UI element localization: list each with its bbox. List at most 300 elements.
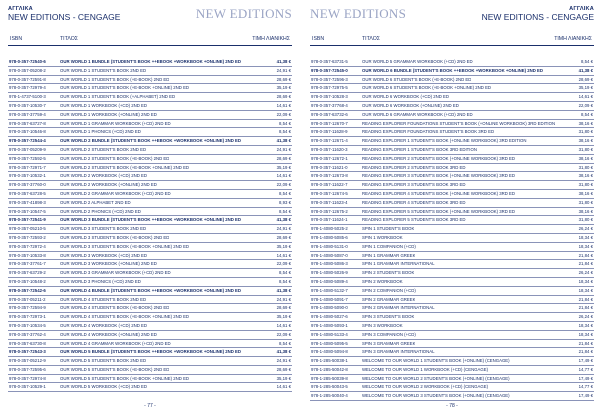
row-price: 14,77 € — [578, 366, 593, 372]
table-row — [8, 278, 292, 287]
row-title: OUR WORLD 6 GRAMMAR WORKBOOK (+CD) 2ND ED — [362, 111, 473, 117]
row-price: 8,54 € — [279, 208, 291, 214]
table-row — [8, 84, 292, 93]
row-isbn: 978-0-357-10532-1 — [9, 173, 46, 179]
row-title: OUR WORLD 1 GRAMMAR WORKBOOK (+CD) 2ND ED — [60, 120, 171, 126]
table-row — [8, 269, 292, 278]
row-price: 8,54 € — [279, 120, 291, 126]
table-row — [310, 120, 594, 129]
row-isbn: 978-0-357-63732-6 — [311, 111, 348, 117]
table-row — [310, 225, 594, 234]
row-price: 28,69 € — [276, 305, 291, 311]
row-title: OUR WORLD 2 WORKBOOK (+CD) 2ND ED — [60, 173, 148, 179]
row-title: SPIN 3 STUDENT'S BOOK — [362, 314, 415, 320]
table-row — [8, 243, 292, 252]
table-row — [310, 392, 594, 401]
row-isbn: 978-0-357-05208-2 — [9, 67, 46, 73]
row-title: SPIN 2 COMPANION (+CD) — [362, 287, 416, 293]
table-row — [8, 164, 292, 173]
row-title: OUR WORLD 5 STUDENT'S BOOK 2ND ED — [60, 358, 147, 364]
row-isbn: 978-1-4080-5086-3 — [311, 261, 348, 267]
row-isbn: 978-1-4080-5133-4 — [311, 331, 348, 337]
table-row — [310, 340, 594, 349]
table-row — [310, 287, 594, 296]
row-isbn: 978-1-4080-5091-7 — [311, 296, 348, 302]
table-row — [8, 137, 292, 146]
table-row — [310, 357, 594, 366]
row-title: OUR WORLD 5 STUDENT'S BOOK (+E-BOOK +ONLINE) 2ND ED — [60, 375, 190, 381]
table-row — [310, 216, 594, 225]
brand-label: ΑΓΓΛΙΚΑ — [569, 6, 594, 12]
row-title: OUR WORLD 1 STUDENT'S BOOK (+E-BOOK) 2ND ED — [60, 76, 170, 82]
row-isbn: 978-0-357-72593-2 — [9, 234, 46, 240]
table-row — [8, 366, 292, 375]
row-price: 28,69 € — [578, 76, 593, 82]
table-row — [8, 199, 292, 208]
row-isbn: 978-0-357-10548-2 — [9, 278, 46, 284]
table-row — [310, 269, 594, 278]
row-isbn: 978-1-4080-5095-5 — [311, 340, 348, 346]
row-isbn: 978-0-357-72541-9 — [9, 217, 46, 223]
row-isbn: 978-0-357-72542-6 — [9, 287, 46, 293]
row-price: 35,19 € — [276, 243, 291, 249]
table-row — [310, 348, 594, 357]
row-price: 35,19 € — [276, 85, 291, 91]
column-title: ΤΙΤΛΟΣ — [60, 36, 78, 42]
row-isbn: 978-0-357-37762-4 — [9, 331, 46, 337]
row-price: 26,24 € — [578, 314, 593, 320]
row-isbn: 978-0-357-10546-8 — [9, 129, 46, 135]
row-price: 18,34 € — [578, 322, 593, 328]
row-isbn: 978-1-285-50043-5 — [311, 384, 348, 390]
row-isbn: 978-0-357-63731-5 — [311, 59, 348, 64]
row-title: OUR WORLD 3 BUNDLE (STUDENT'S BOOK ++EBOOK +WORKBOOK +ONLINE) 2ND ED — [60, 217, 242, 223]
table-row — [8, 322, 292, 331]
row-title: SPIN 2 STUDENT'S BOOK — [362, 270, 415, 276]
row-isbn: 978-1-4080-5085-6 — [311, 234, 348, 240]
row-title: SPIN 1 WORKBOOK — [362, 234, 403, 240]
row-title: WELCOME TO OUR WORLD 1 WORKBOOK (+CD) (CENGAGE) — [362, 366, 489, 372]
row-price: 17,49 € — [578, 375, 593, 381]
row-price: 22,09 € — [276, 261, 291, 267]
table-row — [310, 375, 594, 384]
row-isbn: 978-1-4080-5131-0 — [311, 243, 348, 249]
row-title: SPIN 3 GRAMMAR INTERNATIONAL — [362, 349, 435, 355]
row-title: OUR WORLD 4 WORKBOOK (+CD) 2ND ED — [60, 322, 148, 328]
table-row — [8, 76, 292, 85]
row-title: OUR WORLD 2 GRAMMAR WORKBOOK (+CD) 2ND ED — [60, 190, 171, 196]
row-price: 24,91 € — [276, 358, 291, 364]
row-isbn: 978-0-357-37768-4 — [311, 102, 348, 108]
table-row — [310, 181, 594, 190]
table-row — [8, 225, 292, 234]
row-isbn: 978-0-357-12670-7 — [311, 120, 348, 126]
table-row — [310, 331, 594, 340]
table-row — [8, 252, 292, 261]
row-isbn: 978-1-4080-5094-8 — [311, 349, 348, 355]
table-row — [310, 93, 594, 102]
row-title: READING EXPLORER 4 STUDENT'S BOOK (+ONLINE WORKBOOK) 3RD ED — [362, 190, 516, 196]
table-row — [8, 313, 292, 322]
row-price: 31,80 € — [578, 199, 593, 205]
table-row — [8, 67, 292, 76]
row-isbn: 978-1-4080-5025-2 — [311, 226, 348, 232]
row-price: 22,09 € — [276, 182, 291, 188]
row-isbn: 978-0-357-72979-4 — [9, 85, 46, 91]
table-row — [8, 340, 292, 349]
row-price: 26,24 € — [578, 226, 593, 232]
table-row — [8, 102, 292, 111]
row-isbn: 978-1-285-50042-8 — [311, 366, 348, 372]
row-isbn: 978-1-4737-5100-3 — [9, 94, 46, 100]
table-row — [8, 287, 292, 296]
row-price: 18,34 € — [578, 234, 593, 240]
row-title: WELCOME TO OUR WORLD 2 STUDENT'S BOOK (+ONLINE) (CENGAGE) — [362, 375, 510, 381]
row-price: 35,19 € — [276, 375, 291, 381]
table-row — [310, 128, 594, 137]
row-isbn: 978-0-357-37759-4 — [9, 111, 46, 117]
row-price: 17,49 € — [578, 393, 593, 399]
row-isbn: 978-0-357-10530-7 — [9, 102, 46, 108]
row-title: OUR WORLD 1 BUNDLE (STUDENT'S BOOK ++EBOOK +WORKBOOK +ONLINE) 2ND ED — [60, 59, 242, 64]
table-row — [8, 383, 292, 392]
table-row — [310, 111, 594, 120]
row-title: READING EXPLORER 2 STUDENT'S BOOK 3RD ED — [362, 164, 466, 170]
table-row — [8, 357, 292, 366]
row-price: 41,38 € — [276, 349, 291, 355]
row-title: OUR WORLD 2 STUDENT'S BOOK 2ND ED — [60, 146, 147, 152]
row-isbn: 978-0-357-72971-7 — [9, 164, 46, 170]
row-title: READING EXPLORER 3 STUDENT'S BOOK (+ONLINE WORKBOOK) 3RD ED — [362, 173, 516, 179]
row-isbn: 978-0-357-12672-1 — [311, 155, 348, 161]
row-title: OUR WORLD 4 BUNDLE (STUDENT'S BOOK ++EBOOK +WORKBOOK +ONLINE) 2ND ED — [60, 287, 242, 293]
table-row — [8, 190, 292, 199]
row-isbn: 978-1-4080-5027-6 — [311, 314, 348, 320]
row-title: OUR WORLD 1 STUDENT'S BOOK 2ND ED — [60, 67, 147, 73]
row-title: READING EXPLORER 5 STUDENT'S BOOK 3RD ED — [362, 217, 466, 223]
row-isbn: 978-0-357-10534-5 — [9, 322, 46, 328]
row-title: READING EXPLORER 1 STUDENT'S BOOK (+ONLINE WORKBOOK) 3RD EDITION — [362, 138, 527, 144]
table-row — [310, 208, 594, 217]
column-header — [8, 34, 292, 46]
row-title: READING EXPLORER 4 STUDENT'S BOOK 3RD ED — [362, 199, 466, 205]
table-row — [310, 252, 594, 261]
row-title: OUR WORLD 2 PHONICS (+CD) 2ND ED — [60, 208, 141, 214]
row-isbn: 978-0-357-63727-8 — [9, 120, 46, 126]
row-price: 31,80 € — [578, 164, 593, 170]
row-price: 14,61 € — [578, 94, 593, 100]
row-title: OUR WORLD 4 GRAMMAR WORKBOOK (+CD) 2ND ED — [60, 340, 171, 346]
table-row — [310, 67, 594, 76]
row-title: READING EXPLORER 1 STUDENT'S BOOK 3RD EDITION — [362, 146, 477, 152]
row-isbn: 978-0-357-72594-9 — [9, 305, 46, 311]
table-row — [310, 278, 594, 287]
row-isbn: 978-0-357-63730-8 — [9, 340, 46, 346]
row-title: SPIN 2 GRAMMAR INTERNATIONAL — [362, 305, 435, 311]
row-title: OUR WORLD 6 STUDENT'S BOOK (+E-BOOK) 2ND ED — [362, 76, 472, 82]
row-price: 21,84 € — [578, 349, 593, 355]
row-price: 24,91 € — [276, 296, 291, 302]
row-isbn: 978-0-357-37760-0 — [9, 182, 46, 188]
table-row — [8, 260, 292, 269]
row-price: 21,84 € — [578, 305, 593, 311]
row-price: 14,61 € — [276, 102, 291, 108]
row-price: 38,16 € — [578, 173, 593, 179]
row-price: 41,38 € — [276, 138, 291, 144]
page-title: NEW EDITIONS — [310, 6, 407, 21]
row-price: 8,54 € — [581, 111, 593, 117]
row-price: 22,09 € — [276, 331, 291, 337]
row-title: WELCOME TO OUR WORLD 2 WORKBOOK (+CD) (CENGAGE) — [362, 384, 489, 390]
row-price: 31,80 € — [578, 217, 593, 223]
row-isbn: 978-0-357-11624-1 — [311, 217, 348, 223]
row-price: 41,38 € — [578, 67, 593, 73]
row-title: OUR WORLD 3 GRAMMAR WORKBOOK (+CD) 2ND ED — [60, 270, 171, 276]
row-title: OUR WORLD 4 STUDENT'S BOOK (+E-BOOK) 2ND ED — [60, 305, 170, 311]
table-row — [310, 313, 594, 322]
row-title: OUR WORLD 5 STUDENT'S BOOK (+E-BOOK) 2ND ED — [60, 366, 170, 372]
row-price: 28,69 € — [276, 94, 291, 100]
price-list — [310, 58, 594, 401]
row-isbn: 978-0-357-72596-3 — [311, 76, 348, 82]
row-isbn: 978-1-4080-5089-4 — [311, 278, 348, 284]
row-title: OUR WORLD 3 PHONICS (+CD) 2ND ED — [60, 278, 141, 284]
table-row — [310, 155, 594, 164]
row-isbn: 978-0-357-10547-5 — [9, 208, 46, 214]
row-isbn: 978-0-357-12674-5 — [311, 190, 348, 196]
row-price: 26,24 € — [578, 270, 593, 276]
table-row — [8, 146, 292, 155]
row-title: READING EXPLORER FOUNDATIONS STUDENT'S BOOK 3RD ED — [362, 129, 495, 135]
row-isbn: 978-0-357-05211-2 — [9, 296, 46, 302]
table-row — [310, 172, 594, 181]
row-title: WELCOME TO OUR WORLD 3 STUDENT'S BOOK (+ONLINE) (CENGAGE) — [362, 393, 510, 399]
row-title: OUR WORLD 6 WORKBOOK (+ONLINE) 2ND ED — [362, 102, 459, 108]
row-title: SPIN 3 GRAMMAR GREEK — [362, 340, 416, 346]
row-title: SPIN 1 GRAMMAR GREEK — [362, 252, 416, 258]
table-row — [310, 199, 594, 208]
row-isbn: 978-1-285-50039-8 — [311, 375, 348, 381]
row-price: 18,34 € — [578, 331, 593, 337]
row-isbn: 978-0-357-72974-8 — [9, 375, 46, 381]
column-price: ΤΙΜΗ ΛΙΑΝΙΚΗΣ — [252, 36, 290, 42]
row-title: SPIN 1 GRAMMAR INTERNATIONAL — [362, 261, 435, 267]
row-isbn: 978-0-357-05209-9 — [9, 146, 46, 152]
row-price: 35,19 € — [578, 85, 593, 91]
table-row — [8, 216, 292, 225]
table-row — [8, 128, 292, 137]
row-title: OUR WORLD 1 WORKBOOK (+CD) 2ND ED — [60, 102, 148, 108]
section-subtitle: NEW EDITIONS - CENGAGE — [481, 12, 594, 22]
row-title: OUR WORLD 2 ALPHABET 2ND ED — [60, 199, 131, 205]
row-price: 8,54 € — [279, 278, 291, 284]
table-row — [8, 58, 292, 67]
row-price: 41,38 € — [276, 217, 291, 223]
row-title: OUR WORLD 1 STUDENT'S BOOK (+ALPHABET) 2ND ED — [60, 94, 176, 100]
row-price: 21,84 € — [578, 296, 593, 302]
row-price: 8,54 € — [279, 270, 291, 276]
column-price: ΤΙΜΗ ΛΙΑΝΙΚΗΣ — [554, 36, 592, 42]
table-row — [8, 375, 292, 384]
table-row — [310, 190, 594, 199]
table-row — [310, 260, 594, 269]
row-title: OUR WORLD 5 WORKBOOK (+CD) 2ND ED — [60, 384, 148, 390]
row-price: 38,16 € — [578, 120, 593, 126]
row-price: 38,16 € — [578, 190, 593, 196]
row-isbn: 978-0-357-63728-5 — [9, 190, 46, 196]
row-isbn: 978-1-4080-5090-0 — [311, 305, 348, 311]
row-price: 8,54 € — [581, 59, 593, 64]
row-title: SPIN 3 WORKBOOK — [362, 322, 403, 328]
row-isbn: 978-0-357-05212-9 — [9, 358, 46, 364]
row-title: OUR WORLD 2 STUDENT'S BOOK (+E-BOOK) 2ND ED — [60, 155, 170, 161]
row-isbn: 978-0-357-72544-4 — [9, 138, 46, 144]
row-isbn: 978-0-357-10528-3 — [311, 94, 348, 100]
page-title: NEW EDITIONS — [195, 6, 292, 21]
row-isbn: 978-0-357-05210-5 — [9, 226, 46, 232]
row-title: OUR WORLD 1 PHONICS (+CD) 2ND ED — [60, 129, 141, 135]
table-row — [8, 296, 292, 305]
row-isbn: 978-0-357-10529-1 — [9, 384, 46, 390]
row-price: 18,34 € — [578, 287, 593, 293]
row-isbn: 978-0-357-12673-8 — [311, 173, 348, 179]
table-row — [8, 304, 292, 313]
table-row — [8, 172, 292, 181]
table-row — [310, 164, 594, 173]
left-page — [8, 0, 292, 414]
row-price: 8,54 € — [279, 129, 291, 135]
row-isbn: 978-0-357-72545-0 — [311, 67, 348, 73]
table-row — [310, 146, 594, 155]
row-price: 24,91 € — [276, 146, 291, 152]
row-title: OUR WORLD 5 GRAMMAR WORKBOOK (+CD) 2ND ED — [362, 59, 473, 64]
row-title: OUR WORLD 6 STUDENT'S BOOK (+E-BOOK +ONLINE) 2ND ED — [362, 85, 492, 91]
row-isbn: 978-0-357-72543-3 — [9, 349, 46, 355]
row-title: OUR WORLD 4 STUDENT'S BOOK 2ND ED — [60, 296, 147, 302]
row-title: OUR WORLD 1 WORKBOOK (+ONLINE) 2ND ED — [60, 111, 157, 117]
column-isbn: ISBN — [10, 36, 23, 42]
row-price: 35,19 € — [276, 164, 291, 170]
row-isbn: 978-0-357-41898-3 — [9, 199, 46, 205]
table-row — [310, 322, 594, 331]
row-isbn: 978-0-357-37761-7 — [9, 261, 46, 267]
row-price: 14,77 € — [578, 384, 593, 390]
row-title: OUR WORLD 4 STUDENT'S BOOK (+E-BOOK +ONLINE) 2ND ED — [60, 314, 190, 320]
row-title: OUR WORLD 4 WORKBOOK (+ONLINE) 2ND ED — [60, 331, 157, 337]
table-row — [8, 234, 292, 243]
column-isbn: ISBN — [312, 36, 325, 42]
row-title: SPIN 3 COMPANION (+CD) — [362, 331, 416, 337]
row-isbn: 978-0-357-72592-5 — [9, 155, 46, 161]
right-page — [310, 0, 594, 414]
row-title: SPIN 2 WORKBOOK — [362, 278, 403, 284]
row-title: OUR WORLD 1 STUDENT'S BOOK (+E-BOOK +ONLINE) 2ND ED — [60, 85, 190, 91]
row-title: READING EXPLORER 5 STUDENT'S BOOK (+ONLINE WORKBOOK) 3RD ED — [362, 208, 516, 214]
row-isbn: 978-0-357-11623-4 — [311, 199, 348, 205]
row-title: SPIN 1 COMPANION (+CD) — [362, 243, 416, 249]
row-isbn: 978-0-357-72975-5 — [311, 85, 348, 91]
table-row — [310, 383, 594, 392]
table-row — [8, 348, 292, 357]
row-title: OUR WORLD 6 WORKBOOK (+CD) 2ND ED — [362, 94, 450, 100]
table-row — [310, 234, 594, 243]
row-price: 31,80 € — [578, 146, 593, 152]
row-price: 22,09 € — [276, 111, 291, 117]
page-number: - 77 - — [144, 403, 156, 409]
row-isbn: 978-0-357-63729-2 — [9, 270, 46, 276]
table-row — [8, 208, 292, 217]
row-isbn: 978-0-357-72973-1 — [9, 314, 46, 320]
row-title: OUR WORLD 6 BUNDLE (STUDENT'S BOOK ++EBOOK +WORKBOOK +ONLINE) 2ND ED — [362, 67, 544, 73]
row-isbn: 978-0-357-10533-8 — [9, 252, 46, 258]
row-title: READING EXPLORER 3 STUDENT'S BOOK 3RD ED — [362, 182, 466, 188]
row-isbn: 978-0-357-72595-6 — [9, 366, 46, 372]
column-title: ΤΙΤΛΟΣ — [362, 36, 380, 42]
row-price: 8,93 € — [279, 199, 291, 205]
row-price: 41,38 € — [276, 59, 291, 64]
row-isbn: 978-0-357-11620-3 — [311, 146, 348, 152]
row-isbn: 978-0-357-11628-9 — [311, 129, 348, 135]
row-isbn: 978-1-4080-5093-1 — [311, 322, 348, 328]
row-price: 21,84 € — [578, 252, 593, 258]
row-isbn: 978-1-285-50038-1 — [311, 358, 348, 364]
row-price: 14,61 € — [276, 252, 291, 258]
row-price: 24,91 € — [276, 226, 291, 232]
row-isbn: 978-0-357-11621-0 — [311, 164, 348, 170]
row-price: 28,69 € — [276, 76, 291, 82]
row-price: 14,61 € — [276, 173, 291, 179]
row-isbn: 978-0-357-12675-2 — [311, 208, 348, 214]
row-isbn: 978-1-285-50040-4 — [311, 393, 348, 399]
row-price: 41,38 € — [276, 287, 291, 293]
row-price: 21,84 € — [578, 261, 593, 267]
row-price: 8,54 € — [279, 190, 291, 196]
row-title: SPIN 1 STUDENT'S BOOK — [362, 226, 415, 232]
table-row — [8, 155, 292, 164]
row-title: OUR WORLD 2 WORKBOOK (+ONLINE) 2ND ED — [60, 182, 157, 188]
row-title: OUR WORLD 3 WORKBOOK (+ONLINE) 2ND ED — [60, 261, 157, 267]
row-price: 14,61 € — [276, 322, 291, 328]
table-row — [310, 304, 594, 313]
table-row — [310, 366, 594, 375]
row-price: 18,34 € — [578, 278, 593, 284]
table-row — [310, 243, 594, 252]
row-title: OUR WORLD 3 STUDENT'S BOOK (+E-BOOK +ONLINE) 2ND ED — [60, 243, 190, 249]
row-title: OUR WORLD 5 BUNDLE (STUDENT'S BOOK ++EBOOK +WORKBOOK +ONLINE) 2ND ED — [60, 349, 242, 355]
row-price: 38,16 € — [578, 208, 593, 214]
row-price: 35,19 € — [276, 314, 291, 320]
column-header — [310, 34, 594, 46]
row-title: OUR WORLD 2 STUDENT'S BOOK (+E-BOOK +ONLINE) 2ND ED — [60, 164, 190, 170]
row-price: 31,80 € — [578, 129, 593, 135]
row-price: 38,16 € — [578, 155, 593, 161]
row-isbn: 978-0-357-11622-7 — [311, 182, 348, 188]
row-isbn: 978-1-4080-5026-9 — [311, 270, 348, 276]
row-price: 24,91 € — [276, 67, 291, 73]
row-price: 18,34 € — [578, 243, 593, 249]
row-price: 14,61 € — [276, 384, 291, 390]
row-price: 17,49 € — [578, 358, 593, 364]
row-isbn: 978-0-357-72591-8 — [9, 76, 46, 82]
table-row — [8, 93, 292, 102]
row-title: SPIN 2 GRAMMAR GREEK — [362, 296, 416, 302]
row-price: 21,84 € — [578, 340, 593, 346]
brand-label: ΑΓΓΛΙΚΑ — [8, 6, 33, 12]
row-price: 28,69 € — [276, 155, 291, 161]
row-title: READING EXPLORER 2 STUDENT'S BOOK (+ONLINE WORKBOOK) 3RD ED — [362, 155, 516, 161]
row-title: OUR WORLD 2 BUNDLE (STUDENT'S BOOK ++EBOOK +WORKBOOK +ONLINE) 2ND ED — [60, 138, 242, 144]
row-title: OUR WORLD 3 STUDENT'S BOOK 2ND ED — [60, 226, 147, 232]
